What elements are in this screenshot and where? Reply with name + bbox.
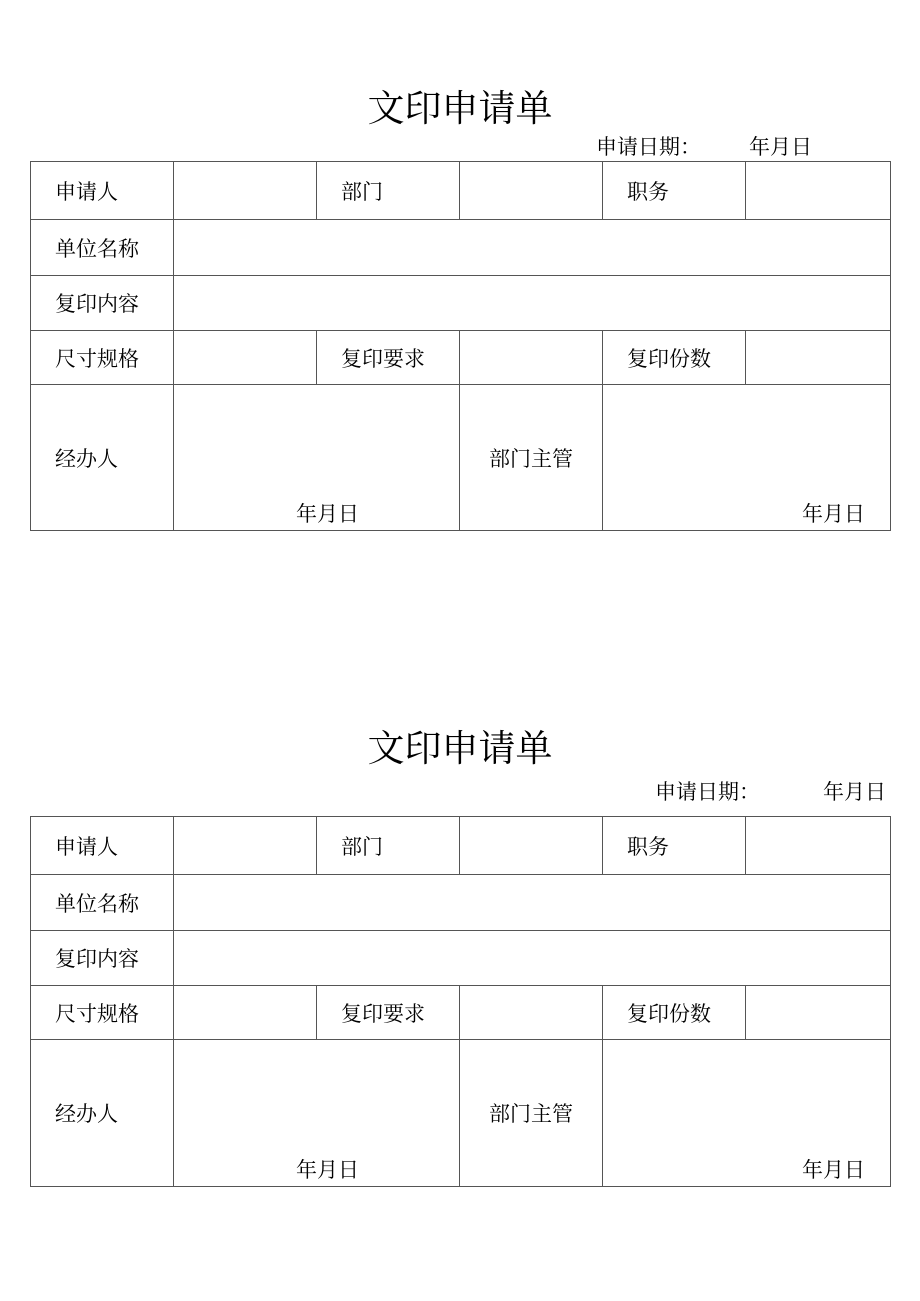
copy-content-label: 复印内容 (31, 276, 174, 331)
handler-label: 经办人 (31, 1040, 174, 1187)
size-spec-field[interactable] (174, 986, 317, 1040)
size-spec-label: 尺寸规格 (31, 986, 174, 1040)
department-label: 部门 (317, 162, 460, 220)
size-spec-field[interactable] (174, 331, 317, 385)
supervisor-date: 年月日 (802, 1158, 865, 1182)
applicant-label: 申请人 (31, 817, 174, 875)
unit-name-field[interactable] (174, 220, 891, 276)
form-2-date-line (655, 776, 886, 806)
form-2-table (30, 816, 891, 1187)
unit-name-label: 单位名称 (31, 220, 174, 276)
copy-requirement-field[interactable] (460, 331, 603, 385)
applicant-field[interactable] (174, 817, 317, 875)
copy-requirement-field[interactable] (460, 986, 603, 1040)
row-copy-content (31, 276, 891, 331)
position-field[interactable] (746, 162, 891, 220)
handler-sign-field[interactable] (174, 1040, 460, 1187)
position-field[interactable] (746, 817, 891, 875)
copy-content-label: 复印内容 (31, 931, 174, 986)
form-1-date-line (596, 131, 812, 161)
position-label: 职务 (603, 162, 746, 220)
form-1-date-label: 申请日期： (596, 135, 701, 159)
row-size-spec (31, 986, 891, 1040)
dept-supervisor-label: 部门主管 (460, 385, 603, 531)
copy-count-field[interactable] (746, 331, 891, 385)
row-applicant (31, 817, 891, 875)
copy-content-field[interactable] (174, 931, 891, 986)
supervisor-date: 年月日 (802, 502, 865, 526)
copy-content-field[interactable] (174, 276, 891, 331)
row-unit-name (31, 220, 891, 276)
supervisor-sign-field[interactable] (603, 1040, 891, 1187)
dept-supervisor-label: 部门主管 (460, 1040, 603, 1187)
form-1-title: 文印申请单 (367, 87, 553, 130)
copy-requirement-label: 复印要求 (317, 986, 460, 1040)
department-field[interactable] (460, 817, 603, 875)
applicant-field[interactable] (174, 162, 317, 220)
copy-count-label: 复印份数 (603, 986, 746, 1040)
handler-sign-field[interactable] (174, 385, 460, 531)
form-2-title: 文印申请单 (367, 727, 553, 770)
form-2-date-label: 申请日期： (655, 780, 760, 804)
row-signatures (31, 1040, 891, 1187)
form-1-table (30, 161, 891, 531)
applicant-label: 申请人 (31, 162, 174, 220)
supervisor-sign-field[interactable] (603, 385, 891, 531)
department-field[interactable] (460, 162, 603, 220)
handler-date: 年月日 (296, 1158, 359, 1182)
row-applicant (31, 162, 891, 220)
size-spec-label: 尺寸规格 (31, 331, 174, 385)
copy-count-field[interactable] (746, 986, 891, 1040)
form-1-date-value: 年月日 (749, 135, 812, 159)
position-label: 职务 (603, 817, 746, 875)
row-unit-name (31, 875, 891, 931)
row-signatures (31, 385, 891, 531)
row-size-spec (31, 331, 891, 385)
copy-requirement-label: 复印要求 (317, 331, 460, 385)
unit-name-field[interactable] (174, 875, 891, 931)
handler-date: 年月日 (296, 502, 359, 526)
unit-name-label: 单位名称 (31, 875, 174, 931)
handler-label: 经办人 (31, 385, 174, 531)
department-label: 部门 (317, 817, 460, 875)
form-2-date-value: 年月日 (823, 780, 886, 804)
row-copy-content (31, 931, 891, 986)
copy-count-label: 复印份数 (603, 331, 746, 385)
